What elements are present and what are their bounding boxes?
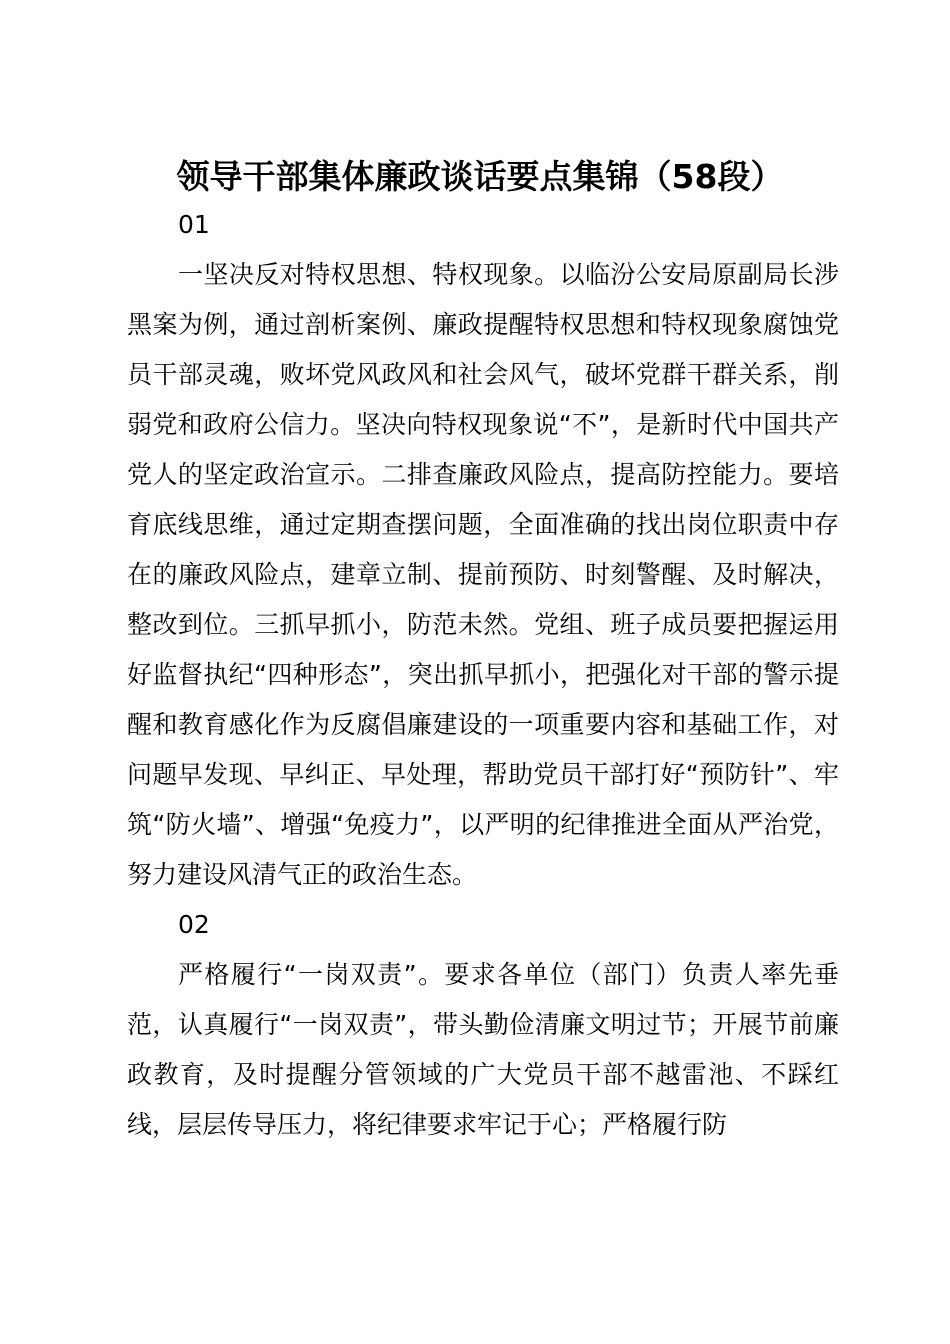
section-paragraph-02: 严格履行“一岗双责”。要求各单位（部门）负责人率先垂范，认真履行“一岗双责”，带头勤俭清廉文明过节；开展节前廉政教育，及时提醒分管领域的广大党员干部不越雷池、不踩红线，层层传导压力，将纪律要求牢记于心；严格履行防 (127, 960, 839, 1139)
document-title: 领导干部集体廉政谈话要点集锦（58段） (176, 157, 784, 196)
section-number-02: 02 (178, 910, 210, 939)
section-number-01: 01 (178, 210, 210, 239)
document-body (127, 200, 839, 1150)
section-paragraph-01: 一坚决反对特权思想、特权现象。以临汾公安局原副局长涉黑案为例，通过剖析案例、廉政提醒特权思想和特权现象腐蚀党员干部灵魂，败坏党风政风和社会风气，破坏党群干群关系，削弱党和政府公信力。坚决向特权现象说“不”，是新时代中国共产党人的坚定政治宣示。二排查廉政风险点，提高防控能力。要培育底线思维，通过定期查摆问题，全面准确的找出岗位职责中存在的廉政风险点，建章立制、提前预防、时刻警醒、及时解决，整改到位。三抓早抓小，防范未然。党组、班子成员要把握运用好监督执纪“四种形态”，突出抓早抓小，把强化对干部的警示提醒和教育感化作为反腐倡廉建设的一项重要内容和基础工作，对问题早发现、早纠正、早处理，帮助党员干部打好“预防针”、牢筑“防火墙”、增强“免疫力”，以严明的纪律推进全面从严治党，努力建设风清气正的政治生态。 (127, 260, 839, 889)
